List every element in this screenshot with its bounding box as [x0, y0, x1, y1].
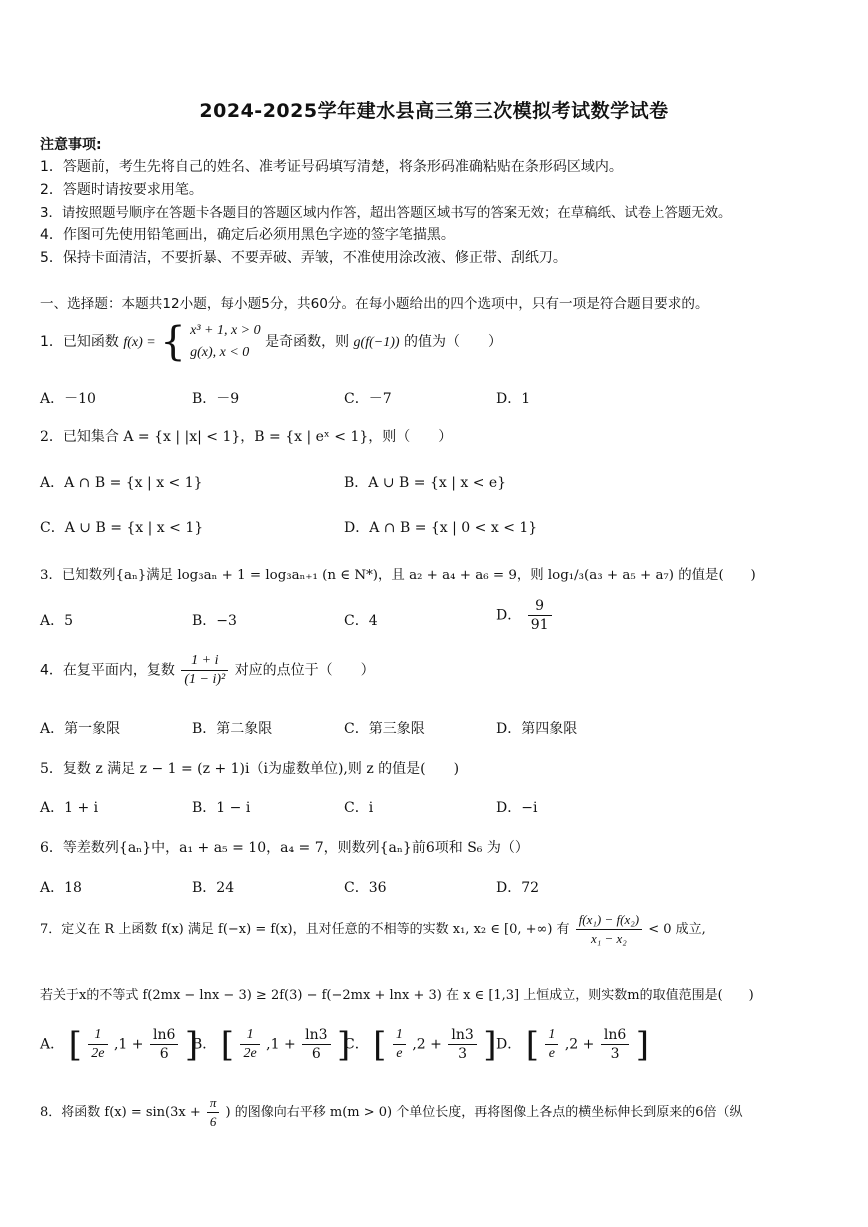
q2-option-a[interactable]: A．A ∩ B = {x | x < 1}: [40, 475, 203, 491]
left-bracket: [: [525, 1024, 539, 1065]
question-7-line-1: [40, 911, 706, 948]
q3-option-d-den: 91: [530, 617, 549, 633]
notice-heading: 注意事项:: [40, 137, 102, 153]
q1-expr: g(f(−1)): [353, 335, 400, 350]
q7-option-d-frac-1: [545, 1026, 558, 1063]
question-7-line-2: 若关于x的不等式 f(2mx − lnx − 3) ≥ 2f(3) − f(−2mx + lnx + 3) 在 x ∈ [1,3] 上恒成立，则实数m的取值范围是( ): [40, 988, 754, 1003]
q4-prefix: 4．在复平面内，复数: [40, 662, 175, 679]
q7-option-d[interactable]: [496, 1026, 649, 1063]
question-6: 6．等差数列{aₙ}中，a₁ + a₅ = 10，a₄ = 7，则数列{aₙ}前6项和 S₆ 为（）: [40, 840, 529, 856]
right-bracket: ]: [635, 1024, 649, 1065]
q7-den: x₁ − x₂: [590, 931, 627, 946]
q7-option-c[interactable]: [344, 1026, 496, 1063]
q4-option-a[interactable]: A．第一象限: [40, 721, 121, 737]
q7-option-a-mid: ,1 +: [113, 1036, 144, 1053]
q4-option-b[interactable]: B．第二象限: [192, 721, 273, 737]
frac-num: 1: [545, 1026, 558, 1045]
section-heading: 一、选择题：本题共12小题，每小题5分，共60分。在每小题给出的四个选项中，只有一项是符合题目要求的。: [40, 296, 709, 312]
q1-case-1: x³ + 1, x > 0: [190, 323, 261, 338]
q1-option-b[interactable]: B．－9: [192, 391, 240, 407]
q4-option-d[interactable]: D．第四象限: [496, 721, 578, 737]
q6-option-d[interactable]: D．72: [496, 880, 540, 896]
q5-option-b[interactable]: B．1 − i: [192, 800, 251, 816]
q7-option-a-frac-2: [150, 1026, 178, 1063]
q8-fraction: [207, 1094, 220, 1131]
q3-option-d-label: D．: [496, 607, 522, 624]
q8-suffix: ) 的图像向右平移 m(m > 0) 个单位长度，再将图像上各点的横坐标伸长到原来的6倍（纵: [225, 1105, 743, 1120]
frac-num: 1: [240, 1026, 259, 1045]
left-bracket: [: [68, 1024, 82, 1065]
page-title: 2024-2025学年建水县高三第三次模拟考试数学试卷: [199, 100, 669, 122]
frac-den: 3: [458, 1046, 467, 1062]
q7-option-c-frac-1: [393, 1026, 406, 1063]
q4-num: 1 + i: [181, 652, 228, 671]
q4-den: (1 − i)²: [184, 672, 226, 687]
frac-den: 3: [610, 1046, 620, 1062]
notice-item-5: 5．保持卡面清洁，不要折暴、不要弄破、弄皱，不准使用涂改液、修正带、刮纸刀。: [40, 250, 567, 266]
frac-num: ln3: [302, 1026, 330, 1045]
q7-option-b[interactable]: [192, 1026, 350, 1063]
right-bracket: ]: [184, 1024, 199, 1065]
q3-option-d-fraction: [528, 597, 552, 634]
q7-option-d-label: D．: [496, 1036, 522, 1053]
frac-num: 1: [393, 1026, 406, 1045]
frac-num: ln6: [150, 1026, 178, 1045]
q7-num: f(x₁) − f(x₂): [576, 911, 642, 930]
frac-den: 6: [311, 1046, 321, 1062]
right-bracket: ]: [337, 1024, 351, 1065]
q7-option-d-mid: ,2 +: [564, 1036, 595, 1053]
q8-num: π: [207, 1094, 220, 1113]
q7-prefix: 7．定义在 R 上函数 f(x) 满足 f(−x) = f(x)，且对任意的不相等的实数 x₁, x₂ ∈ [0, +∞) 有: [40, 922, 570, 937]
q1-option-d[interactable]: D．1: [496, 391, 531, 407]
q3-option-a[interactable]: A．5: [40, 613, 74, 629]
frac-num: ln6: [601, 1026, 629, 1045]
q3-option-d-num: 9: [528, 597, 552, 616]
q5-option-a[interactable]: A．1 + i: [40, 800, 99, 816]
notice-item-2: 2．答题时请按要求用笔。: [40, 182, 203, 198]
frac-den: e: [396, 1046, 403, 1061]
q7-option-c-label: C．: [344, 1036, 369, 1053]
q7-fraction: [576, 911, 642, 948]
q1-case-2: g(x), x < 0: [190, 345, 250, 360]
q2-option-d[interactable]: D．A ∩ B = {x | 0 < x < 1}: [344, 520, 538, 536]
q5-option-d[interactable]: D．−i: [496, 800, 538, 816]
q4-option-c[interactable]: C．第三象限: [344, 721, 425, 737]
frac-den: e: [548, 1046, 556, 1061]
q5-option-c[interactable]: C．i: [344, 800, 374, 816]
q7-option-a-frac-1: [88, 1026, 107, 1063]
notice-item-3: 3．请按照题号顺序在答题卡各题目的答题区域内作答，超出答题区域书写的答案无效；在草稿纸、试卷上答题无效。: [40, 206, 732, 221]
q3-option-b[interactable]: B．−3: [192, 613, 237, 629]
left-bracket: [: [220, 1024, 235, 1065]
frac-num: ln3: [448, 1026, 476, 1045]
q7-option-b-label: B．: [192, 1036, 217, 1053]
notice-item-1: 1．答题前，考生先将自己的姓名、准考证号码填写清楚，将条形码准确粘贴在条形码区域内。: [40, 159, 623, 175]
q1-cases: [190, 320, 261, 364]
q1-middle: 是奇函数，则: [265, 334, 350, 350]
question-1: [40, 320, 502, 364]
q6-option-c[interactable]: C．36: [344, 880, 387, 896]
left-bracket: [: [373, 1024, 387, 1065]
q8-prefix: 8．将函数 f(x) = sin(3x +: [40, 1105, 201, 1120]
q7-option-b-frac-2: [302, 1026, 330, 1063]
q1-brace: {: [160, 319, 186, 365]
q7-option-c-frac-2: [448, 1026, 476, 1063]
q1-option-c[interactable]: C．－7: [344, 391, 392, 407]
frac-den: 2e: [243, 1046, 257, 1061]
frac-den: 6: [159, 1046, 169, 1062]
question-2: 2．已知集合 A = {x | |x| < 1}，B = {x | eˣ < 1}，则（ ）: [40, 429, 453, 445]
question-8: [40, 1094, 743, 1131]
q4-suffix: 对应的点位于（ ）: [234, 662, 375, 679]
q7-suffix: < 0 成立,: [648, 922, 706, 937]
q3-option-c[interactable]: C．4: [344, 613, 378, 629]
question-4: [40, 652, 375, 689]
q6-option-a[interactable]: A．18: [40, 880, 82, 896]
q6-option-b[interactable]: B．24: [192, 880, 235, 896]
q7-option-d-frac-2: [601, 1026, 629, 1063]
q7-option-a-label: A．: [40, 1036, 65, 1053]
q2-option-b[interactable]: B．A ∪ B = {x | x < e}: [344, 475, 507, 491]
q8-den: 6: [209, 1114, 217, 1129]
q1-fx: f(x) =: [123, 335, 156, 350]
question-3: 3．已知数列{aₙ}满足 log₃aₙ + 1 = log₃aₙ₊₁ (n ∈ N*)，且 a₂ + a₄ + a₆ = 9，则 log₁/₃(a₃ + a₅ + a₇) 的值是( ): [40, 568, 756, 583]
notice-item-4: 4．作图可先使用铅笔画出，确定后必须用黑色字迹的签字笔描黑。: [40, 227, 455, 243]
right-bracket: ]: [483, 1024, 497, 1065]
q3-option-d[interactable]: [496, 597, 554, 634]
q2-option-c[interactable]: C．A ∪ B = {x | x < 1}: [40, 520, 204, 536]
q1-option-a[interactable]: A．－10: [40, 391, 96, 407]
q7-option-b-mid: ,1 +: [266, 1036, 296, 1053]
q4-fraction: [181, 652, 228, 689]
q1-prefix: 1．已知函数: [40, 334, 119, 350]
q7-option-c-mid: ,2 +: [412, 1036, 442, 1053]
question-5: 5．复数 z 满足 z − 1 = (z + 1)i（i为虚数单位),则 z 的值是( ): [40, 761, 460, 777]
q7-option-b-frac-1: [240, 1026, 259, 1063]
q1-suffix: 的值为（ ）: [404, 334, 502, 350]
q7-option-a[interactable]: [40, 1026, 198, 1063]
frac-num: 1: [88, 1026, 107, 1045]
frac-den: 2e: [91, 1046, 105, 1061]
